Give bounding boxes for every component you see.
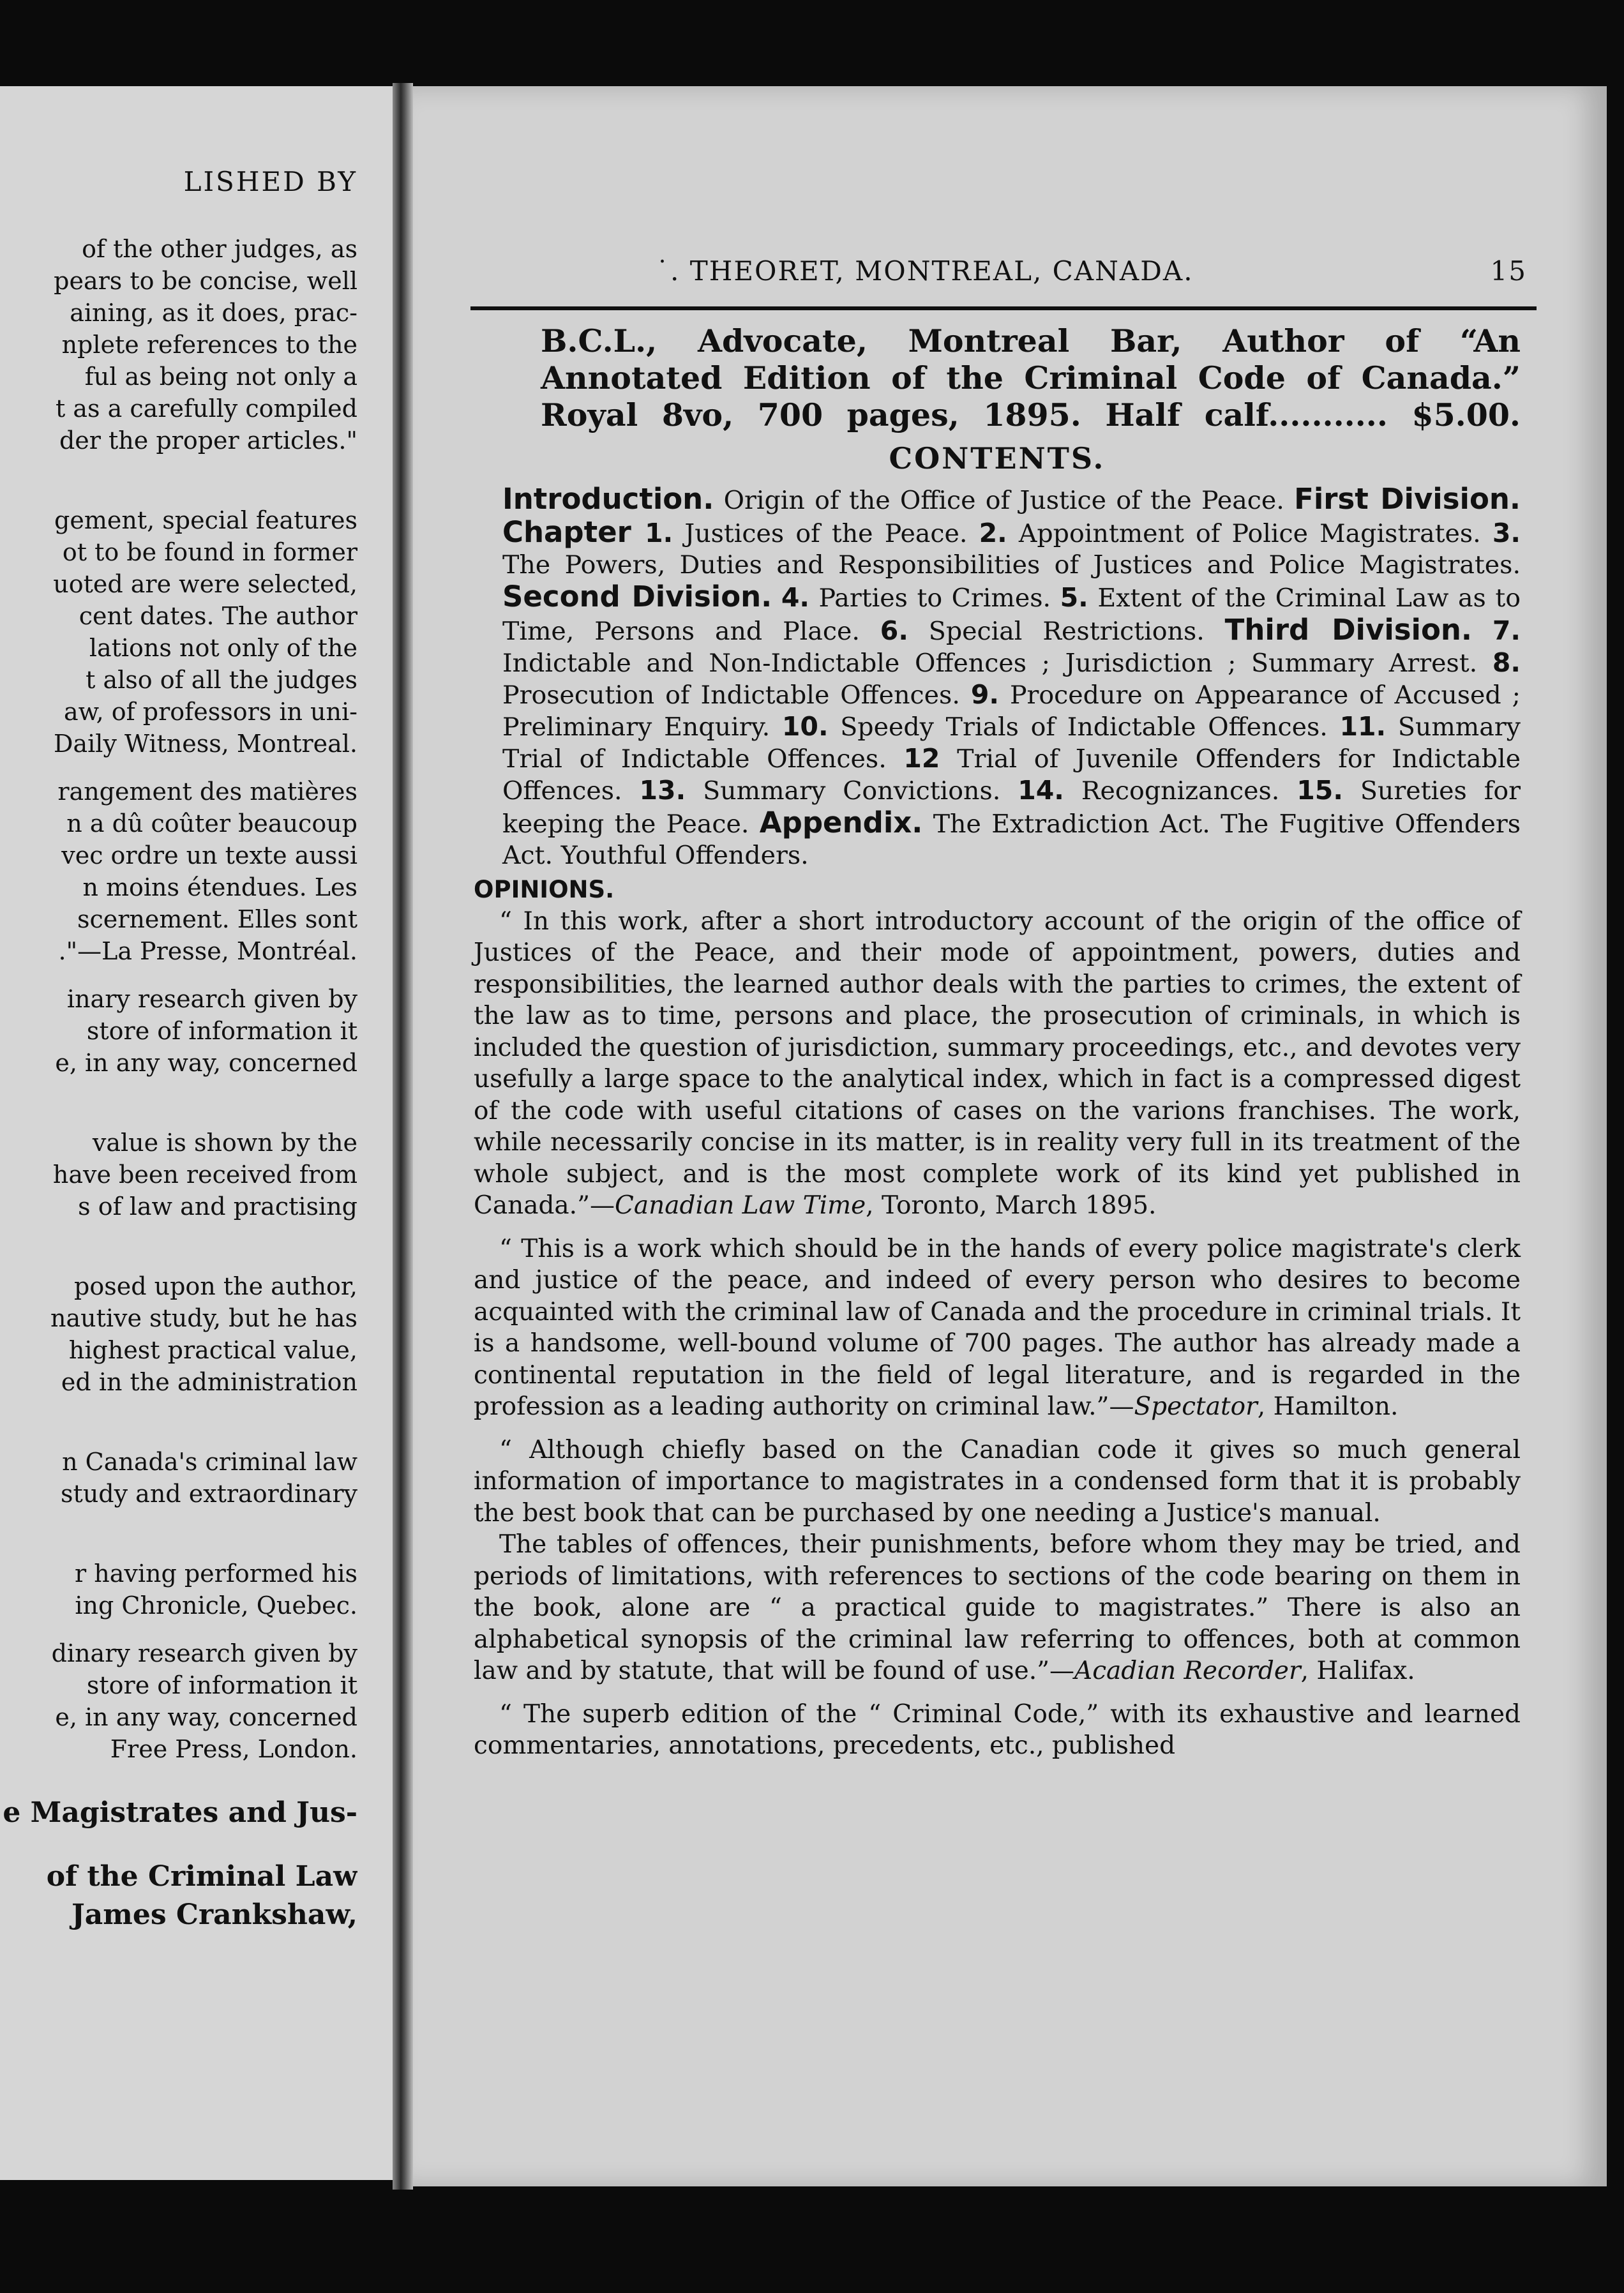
chapter-number: 1.	[645, 518, 673, 548]
left-page-line-text: Daily Witness, Montreal.	[54, 730, 357, 758]
right-page	[413, 86, 1607, 2186]
left-page-line-text: ful as being not only a	[84, 363, 357, 391]
chapter-title: Summary Trial of Indictable Offences.	[502, 712, 1521, 774]
opinion-quote	[474, 1233, 1521, 1423]
chapter-number: 12	[903, 743, 940, 774]
chapter-title: Justices of the Peace.	[673, 519, 979, 548]
page-content	[474, 322, 1521, 1773]
left-page-line	[0, 1733, 357, 1765]
chapter-number: 4.	[781, 582, 809, 613]
book-description	[474, 322, 1521, 433]
left-page-line	[0, 728, 357, 760]
opinion-source: Acadian Recorder	[1074, 1657, 1301, 1685]
left-page-line-text: highest practical value,	[68, 1336, 357, 1364]
chapter-number: 11.	[1339, 711, 1387, 742]
contents-third-division: Third Division.	[1224, 613, 1472, 647]
left-page-line	[0, 233, 357, 265]
opinion-source: Canadian Law Time	[615, 1191, 866, 1220]
left-page-line-text: store of information it	[86, 1017, 357, 1045]
opinion-text: “ The superb edition of the “ Criminal Code,” with its exhaustive and learned commentaries, annotations, precedents, etc., published	[474, 1699, 1521, 1760]
contents-title: CONTENTS.	[889, 441, 1106, 476]
left-page-line	[0, 839, 357, 871]
left-page-line	[0, 935, 357, 967]
opinion-place: , Toronto, March 1895.	[866, 1191, 1157, 1220]
left-page-line-text: pears to be concise, well	[54, 267, 357, 295]
left-page-line-text: lations not only of the	[89, 634, 357, 662]
contents-first-division: First Division.	[1294, 482, 1521, 516]
contents-introduction-text: Origin of the Office of Justice of the Peace.	[714, 486, 1295, 515]
left-page-line-text: n moins étendues. Les	[82, 873, 357, 901]
left-page-line	[0, 696, 357, 728]
left-page-line-text: dinary research given by	[51, 1639, 357, 1667]
left-page-line	[0, 871, 357, 903]
chapter-title: Recognizances.	[1064, 776, 1297, 806]
book-description-line-3: Royal 8vo, 700 pages, 1895. Half calf........... $5.00.	[541, 396, 1521, 433]
chapter-number: 14.	[1018, 775, 1064, 806]
left-page-line-text: scernement. Elles sont	[77, 905, 357, 933]
left-page-line-text: t as a carefully compiled	[56, 395, 357, 423]
left-page-line	[0, 1191, 357, 1222]
left-page-line-text: have been received from	[52, 1161, 357, 1189]
left-page-line	[0, 1637, 357, 1669]
chapter-number: 10.	[781, 711, 829, 742]
left-page-line-text: r having performed his	[74, 1560, 357, 1588]
chapter-number: 7.	[1492, 615, 1521, 646]
left-page-line-text: e, in any way, concerned	[55, 1703, 357, 1731]
chapter-number: 9.	[970, 679, 999, 710]
left-page-line	[0, 808, 357, 839]
left-page-line-text: e, in any way, concerned	[55, 1049, 357, 1077]
contents-appendix: Appendix.	[759, 806, 923, 839]
left-page-line	[0, 1701, 357, 1733]
left-page-line	[0, 1478, 357, 1510]
book-description-line-1: B.C.L., Advocate, Montreal Bar, Author of “An	[541, 322, 1521, 359]
chapter-title: Appointment of Police Magistrates.	[1007, 519, 1492, 548]
left-page-line-text: cent dates. The author	[79, 602, 357, 630]
opinion-text: The tables of offences, their punishments, before whom they may be tried, and periods of limitations, with references to sections of the code bearing on them in the book, alone are “ a practical guide to magistrates.” There is also an alphabetical synopsis of the criminal law referring to offences, both at common law and by statute, that will be found of use.”—	[474, 1530, 1521, 1685]
chapter-title: Trial of Juvenile Offenders for Indictable Offences.	[502, 744, 1521, 806]
contents-appendix-text: The Extradiction Act. The Fugitive Offenders Act. Youthful Offenders.	[502, 809, 1521, 870]
opinion-quote-continued	[474, 1529, 1521, 1687]
left-page-line	[0, 632, 357, 664]
chapter-number: 15.	[1297, 775, 1343, 806]
left-page-line	[0, 1302, 357, 1334]
book-description-line-2: Annotated Edition of the Criminal Code of Canada.”	[541, 359, 1521, 396]
chapter-title: The Powers, Duties and Responsibilities of Justices and Police Magistrates.	[502, 550, 1521, 580]
chapter-number: 6.	[880, 615, 908, 646]
chapter-title: Procedure on Appearance of Accused ; Preliminary Enquiry.	[502, 680, 1521, 742]
chapter-title: Speedy Trials of Indictable Offences.	[828, 712, 1340, 742]
left-page-line	[0, 776, 357, 808]
left-page-line	[0, 393, 357, 425]
chapter-number: 3.	[1492, 518, 1521, 548]
left-page-line-text: value is shown by the	[92, 1129, 357, 1157]
opinion-source: Spectator	[1134, 1392, 1258, 1421]
left-page-line	[0, 1861, 357, 1893]
left-page-line-text: uoted are were selected,	[53, 570, 357, 598]
left-page-line-text: ed in the administration	[61, 1368, 357, 1396]
chapter-number: 2.	[979, 518, 1007, 548]
left-page-line	[0, 1669, 357, 1701]
contents-introduction-label: Introduction.	[502, 482, 714, 516]
left-page-line	[0, 166, 357, 198]
left-page-line	[0, 329, 357, 361]
left-page-line-text: n a dû coûter beaucoup	[66, 809, 357, 838]
left-page-line-text: nplete references to the	[61, 331, 357, 359]
left-page-line	[0, 664, 357, 696]
left-page-line	[0, 1270, 357, 1302]
left-page-line	[0, 1590, 357, 1621]
chapter-title: Extent of the Criminal Law as to Time, Persons and Place.	[502, 583, 1521, 646]
left-page-line-text: Free Press, London.	[110, 1735, 357, 1763]
left-page-line-text: nautive study, but he has	[50, 1304, 357, 1332]
opinion-text: “ Although chiefly based on the Canadian code it gives so much general information of importance to magistrates in a condensed form that it is probably the best book that can be purchased by one needing a Justice's manual.	[474, 1435, 1521, 1528]
left-page-line	[0, 297, 357, 329]
left-page-line	[0, 1899, 357, 1931]
left-page-line-text: gement, special features	[54, 506, 357, 534]
left-page-line	[0, 1366, 357, 1398]
left-page-line-text: LISHED BY	[183, 166, 357, 197]
running-head-title: ˙. THEORET, MONTREAL, CANADA.	[656, 255, 1194, 287]
contents-chapter-word: Chapter	[502, 515, 645, 549]
chapter-title: Summary Convictions.	[686, 776, 1018, 806]
left-page-line-text: study and extraordinary	[61, 1480, 357, 1508]
book-gutter	[393, 83, 413, 2190]
chapter-title: Prosecution of Indictable Offences.	[502, 680, 971, 710]
left-page-line-text: ot to be found in former	[62, 538, 357, 566]
left-page-line	[0, 1127, 357, 1159]
opinions-title: OPINIONS.	[474, 876, 615, 903]
left-page-line-text: store of information it	[86, 1671, 357, 1699]
chapter-title: Parties to Crimes.	[809, 583, 1060, 613]
chapter-number: 13.	[639, 775, 686, 806]
left-page-line	[0, 1797, 357, 1829]
left-page-line	[0, 361, 357, 393]
left-page-line	[0, 983, 357, 1015]
left-page-line-text: vec ordre un texte aussi	[61, 841, 357, 869]
left-page	[0, 86, 399, 2180]
left-page-line-text: t also of all the judges	[86, 666, 357, 694]
left-page-line	[0, 504, 357, 536]
left-page-line	[0, 1446, 357, 1478]
opinion-place: , Hamilton.	[1257, 1392, 1399, 1421]
chapter-title: Special Restrictions.	[908, 617, 1225, 646]
left-page-line	[0, 425, 357, 456]
opinion-text: “ In this work, after a short introductory account of the origin of the office of Justices of the Peace, and their mode of appointment, powers, duties and responsibilities, the learned author deals with the parties to crimes, the extent of the law as to time, persons and place, the prosecution of criminals, in which is included the question of jurisdiction, summary proceedings, etc., and devotes very usefully a large space to the analytical index, which in fact is a compressed digest of the code with useful citations of cases on the varions franchises. The work, while necessarily concise in its matter, is in reality very full in its treatment of the whole subject, and is the most complete work of its kind yet published in Canada.”—	[474, 906, 1521, 1220]
left-page-line	[0, 568, 357, 600]
left-page-line-text: of the Criminal Law	[46, 1861, 357, 1893]
left-page-line-text: ing Chronicle, Quebec.	[75, 1591, 357, 1620]
left-page-line-text: n Canada's criminal law	[62, 1448, 357, 1476]
left-page-line	[0, 600, 357, 632]
left-page-line-text: of the other judges, as	[82, 235, 357, 263]
left-page-line	[0, 1558, 357, 1590]
left-page-line	[0, 1047, 357, 1079]
running-head	[474, 255, 1527, 294]
chapter-number: 5.	[1060, 582, 1088, 613]
left-page-line-text: e Magistrates and Jus-	[3, 1797, 357, 1829]
left-page-line-text: inary research given by	[66, 985, 357, 1013]
contents-paragraph	[474, 483, 1521, 871]
chapter-title: Indictable and Non-Indictable Offences ; Jurisdiction ; Summary Arrest.	[502, 649, 1492, 678]
left-page-line	[0, 1015, 357, 1047]
opinion-place: , Halifax.	[1300, 1657, 1415, 1685]
left-page-line	[0, 903, 357, 935]
left-page-line	[0, 1334, 357, 1366]
left-page-line	[0, 536, 357, 568]
chapter-title: Sureties for keeping the Peace.	[502, 776, 1521, 839]
opinion-text: “ This is a work which should be in the hands of every police magistrate's clerk and justice of the peace, and indeed of every person who desires to become acquainted with the criminal law of Canada and the procedure in criminal trials. It is a handsome, well-bound volume of 700 pages. The author has already made a continental reputation in the field of legal literature, and is regarded in the profession as a leading authority on criminal law.”—	[474, 1234, 1521, 1421]
contents-second-division: Second Division.	[502, 580, 772, 613]
left-page-line-text: aining, as it does, prac-	[70, 299, 357, 327]
opinion-quote	[474, 1699, 1521, 1762]
opinion-quote	[474, 906, 1521, 1222]
chapter-number: 8.	[1492, 647, 1521, 678]
header-rule	[470, 306, 1537, 310]
page-number: 15	[1490, 255, 1527, 287]
left-page-line-text: posed upon the author,	[74, 1272, 357, 1300]
left-page-line-text: ."—La Presse, Montréal.	[58, 937, 357, 965]
left-page-line-text: s of law and practising	[78, 1192, 357, 1221]
left-page-line-text: rangement des matières	[57, 778, 357, 806]
left-page-line	[0, 1159, 357, 1191]
left-page-line-text: James Crankshaw,	[71, 1899, 357, 1931]
left-page-line	[0, 265, 357, 297]
opinion-quote	[474, 1434, 1521, 1530]
left-page-line-text: der the proper articles."	[59, 426, 357, 455]
left-page-line-text: aw, of professors in uni-	[63, 698, 357, 726]
